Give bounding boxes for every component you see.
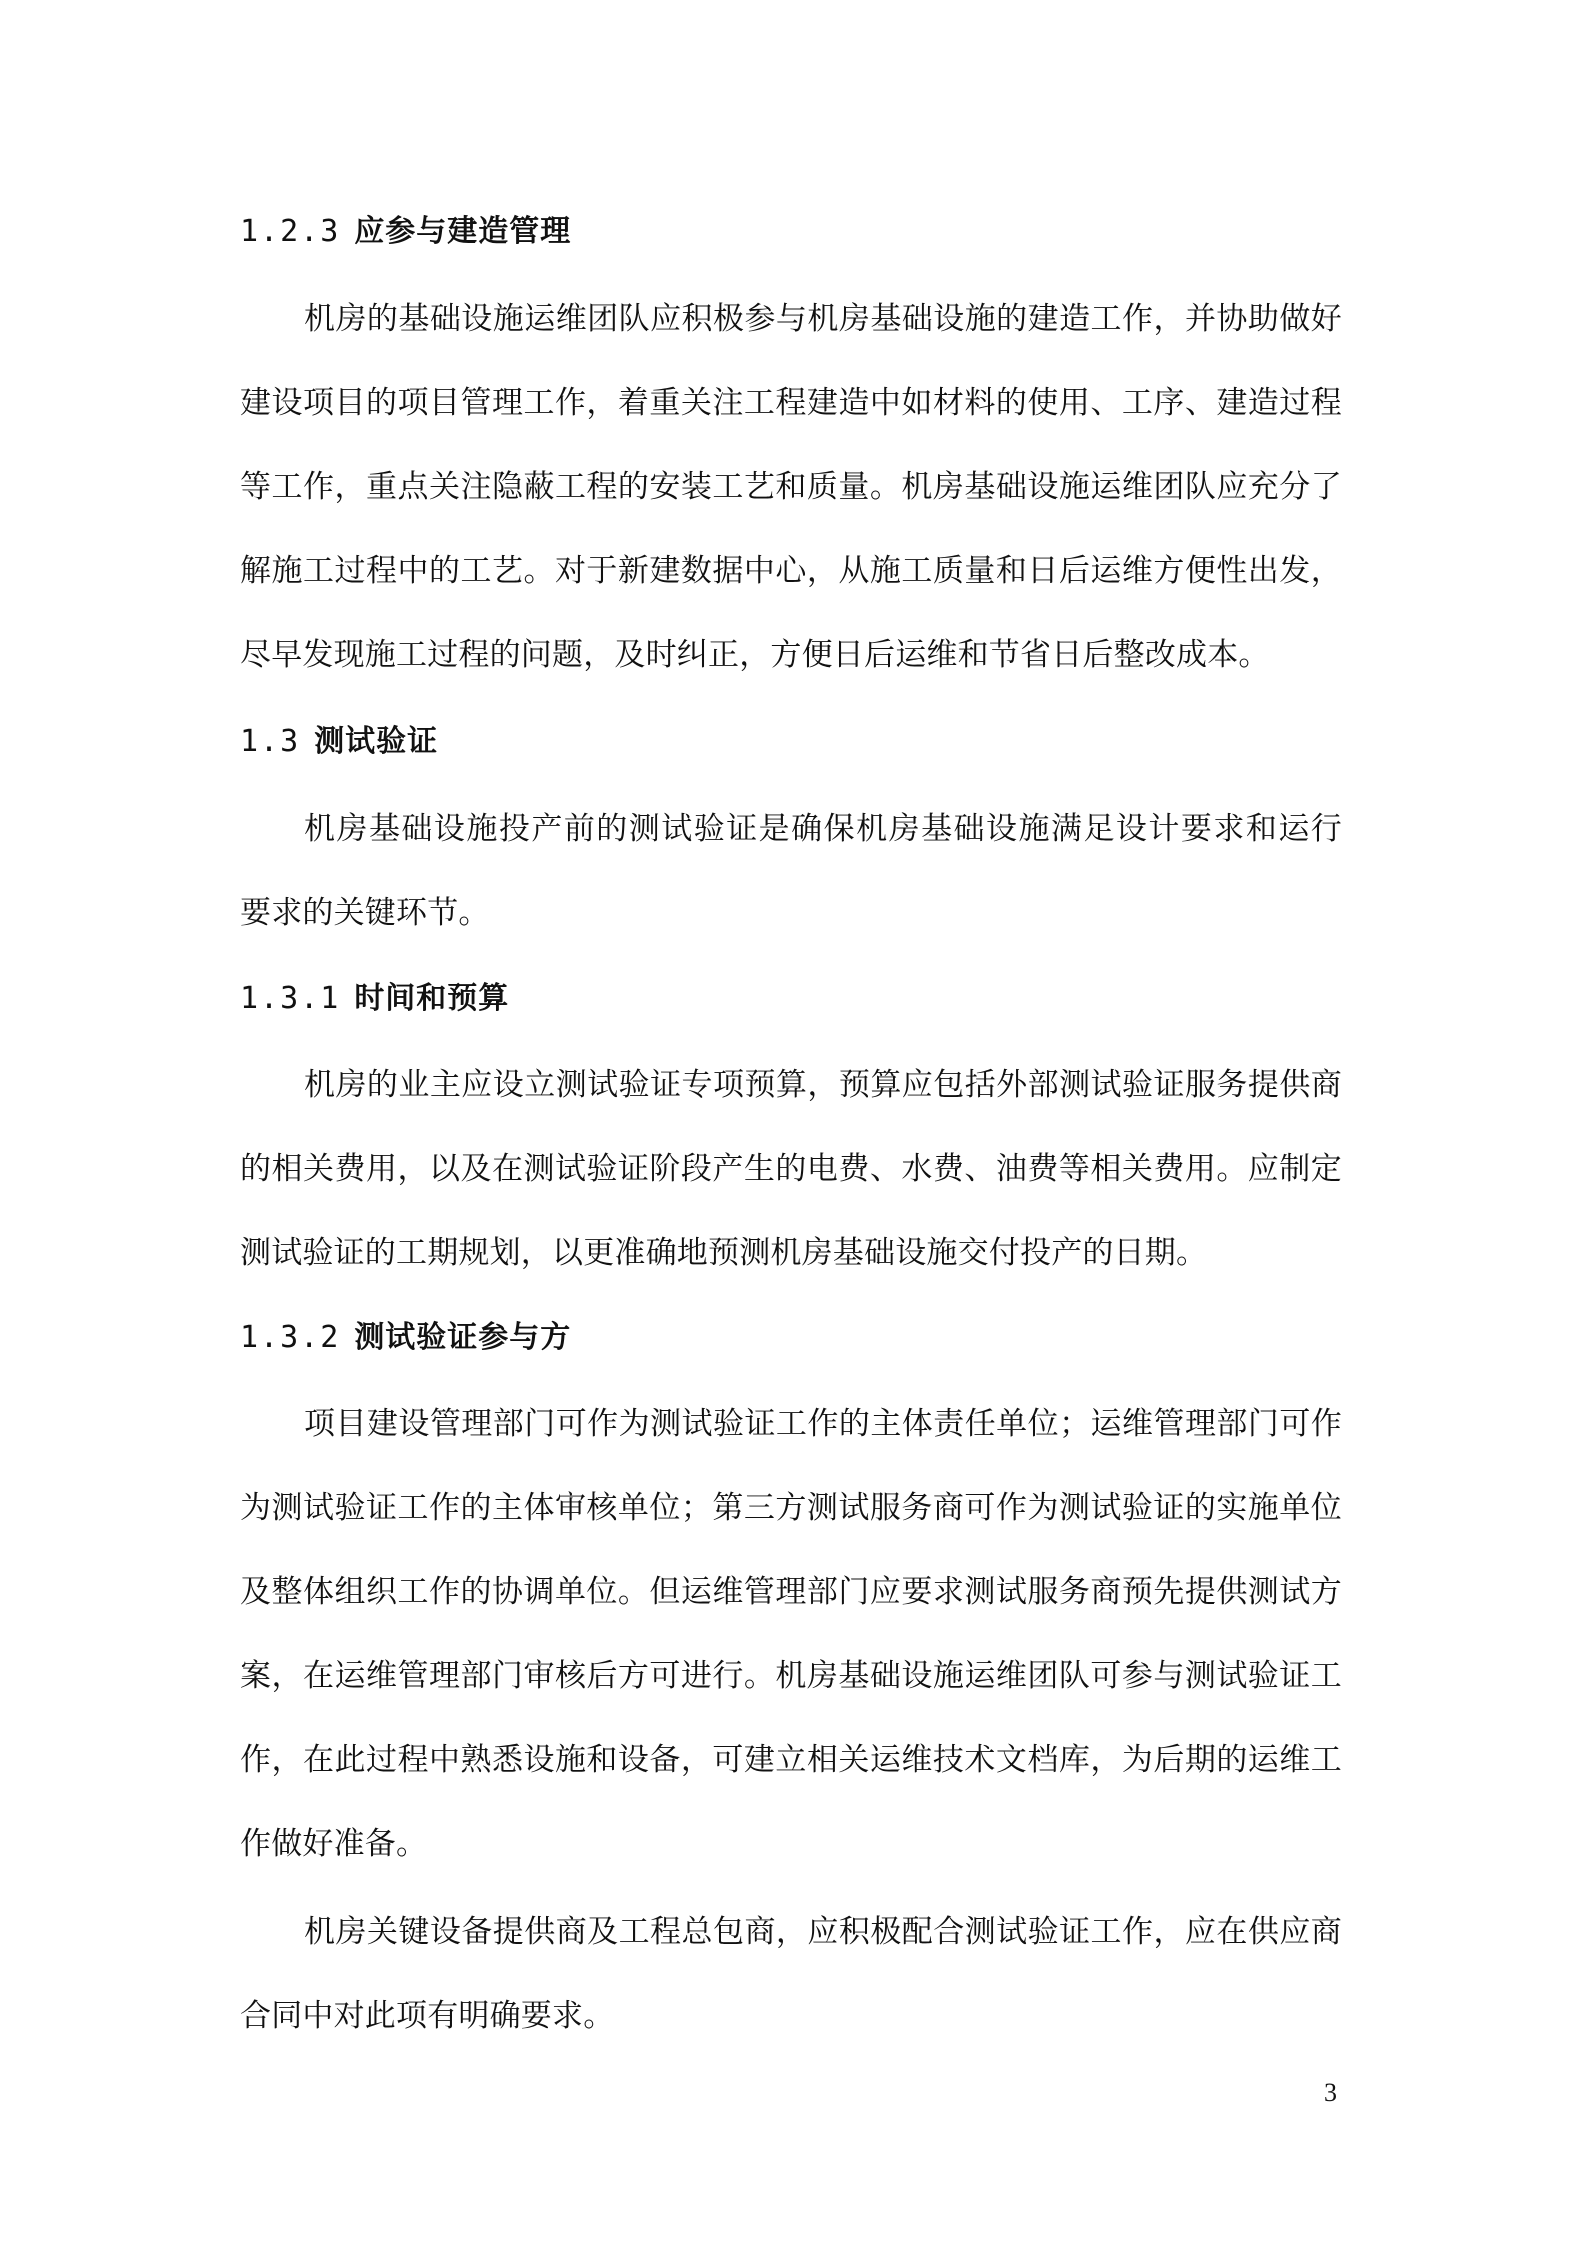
paragraph-line: 尽早发现施工过程的问题，及时纠正，方便日后运维和节省日后整改成本。	[240, 637, 1270, 673]
paragraph-line: 测试验证的工期规划，以更准确地预测机房基础设施交付投产的日期。	[240, 1235, 1208, 1271]
section-heading-1-3	[240, 712, 438, 772]
paragraph-line: 作，在此过程中熟悉设施和设备，可建立相关运维技术文档库，为后期的运维工	[240, 1742, 1342, 1778]
paragraph-line: 机房的业主应设立测试验证专项预算，预算应包括外部测试验证服务提供商	[304, 1067, 1342, 1103]
paragraph-line: 要求的关键环节。	[240, 895, 490, 931]
section-title: 测试验证参与方	[354, 1320, 572, 1355]
paragraph-line: 机房基础设施投产前的测试验证是确保机房基础设施满足设计要求和运行	[304, 811, 1342, 847]
section-title: 应参与建造管理	[354, 214, 572, 249]
paragraph-line: 建设项目的项目管理工作，着重关注工程建造中如材料的使用、工序、建造过程	[240, 385, 1342, 421]
section-title: 测试验证	[314, 724, 439, 759]
paragraph-line: 及整体组织工作的协调单位。但运维管理部门应要求测试服务商预先提供测试方	[240, 1574, 1342, 1610]
paragraph-line: 合同中对此项有明确要求。	[240, 1998, 615, 2034]
section-title: 时间和预算	[354, 981, 510, 1016]
section-number: 1.2.3	[240, 214, 341, 249]
paragraph-line: 机房的基础设施运维团队应积极参与机房基础设施的建造工作，并协助做好	[304, 301, 1342, 337]
section-heading-1-3-2	[240, 1308, 571, 1368]
paragraph-line: 等工作，重点关注隐蔽工程的安装工艺和质量。机房基础设施运维团队应充分了	[240, 469, 1342, 505]
section-number: 1.3.2	[240, 1320, 341, 1355]
page-number: 3	[1324, 2078, 1337, 2107]
section-number: 1.3.1	[240, 981, 341, 1016]
section-number: 1.3	[240, 724, 301, 759]
paragraph-line: 案，在运维管理部门审核后方可进行。机房基础设施运维团队可参与测试验证工	[240, 1658, 1342, 1694]
paragraph-line: 项目建设管理部门可作为测试验证工作的主体责任单位；运维管理部门可作	[304, 1406, 1342, 1442]
paragraph-line: 机房关键设备提供商及工程总包商，应积极配合测试验证工作，应在供应商	[304, 1914, 1342, 1950]
section-heading-1-2-3	[240, 202, 571, 262]
paragraph-line: 的相关费用，以及在测试验证阶段产生的电费、水费、油费等相关费用。应制定	[240, 1151, 1342, 1187]
paragraph-line: 为测试验证工作的主体审核单位；第三方测试服务商可作为测试验证的实施单位	[240, 1490, 1342, 1526]
section-heading-1-3-1	[240, 969, 509, 1029]
paragraph-line: 解施工过程中的工艺。对于新建数据中心，从施工质量和日后运维方便性出发，	[240, 553, 1342, 589]
paragraph-line: 作做好准备。	[240, 1826, 428, 1862]
